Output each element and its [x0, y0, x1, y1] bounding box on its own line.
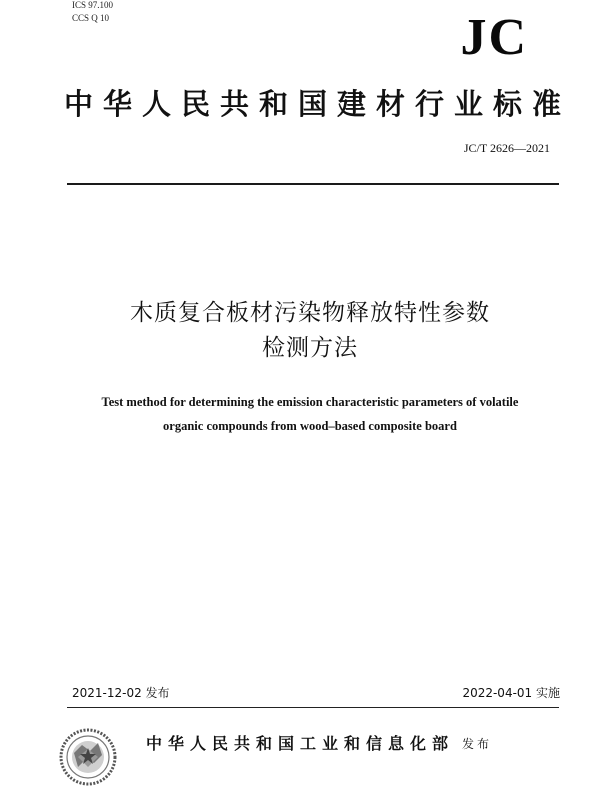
ics-code: ICS 97.100: [72, 0, 114, 10]
chinese-title-line-1: 木质复合板材污染物释放特性参数: [130, 300, 490, 326]
implementation-date: 2022-04-01 实施: [462, 686, 560, 700]
jc-logo: JC: [460, 9, 528, 66]
footer-divider: [67, 707, 559, 708]
standard-number: JC/T 2626—2021: [463, 141, 550, 155]
organization-title: 中华人民共和国建材行业标准: [64, 87, 564, 121]
issue-date: 2021-12-02 发布: [72, 686, 170, 700]
english-title-line-2: organic compounds from wood–based composite board: [163, 419, 457, 433]
english-title-line-1: Test method for determining the emission characteristic parameters of volatile: [101, 395, 519, 409]
issuing-authority: 中华人民共和国工业和信息化部: [146, 734, 455, 753]
ccs-code: CCS Q 10: [72, 13, 110, 23]
publish-label: 发布: [462, 737, 493, 751]
header-divider: [67, 183, 559, 185]
ministry-seal-icon: [58, 727, 118, 787]
chinese-title-line-2: 检测方法: [262, 335, 358, 361]
